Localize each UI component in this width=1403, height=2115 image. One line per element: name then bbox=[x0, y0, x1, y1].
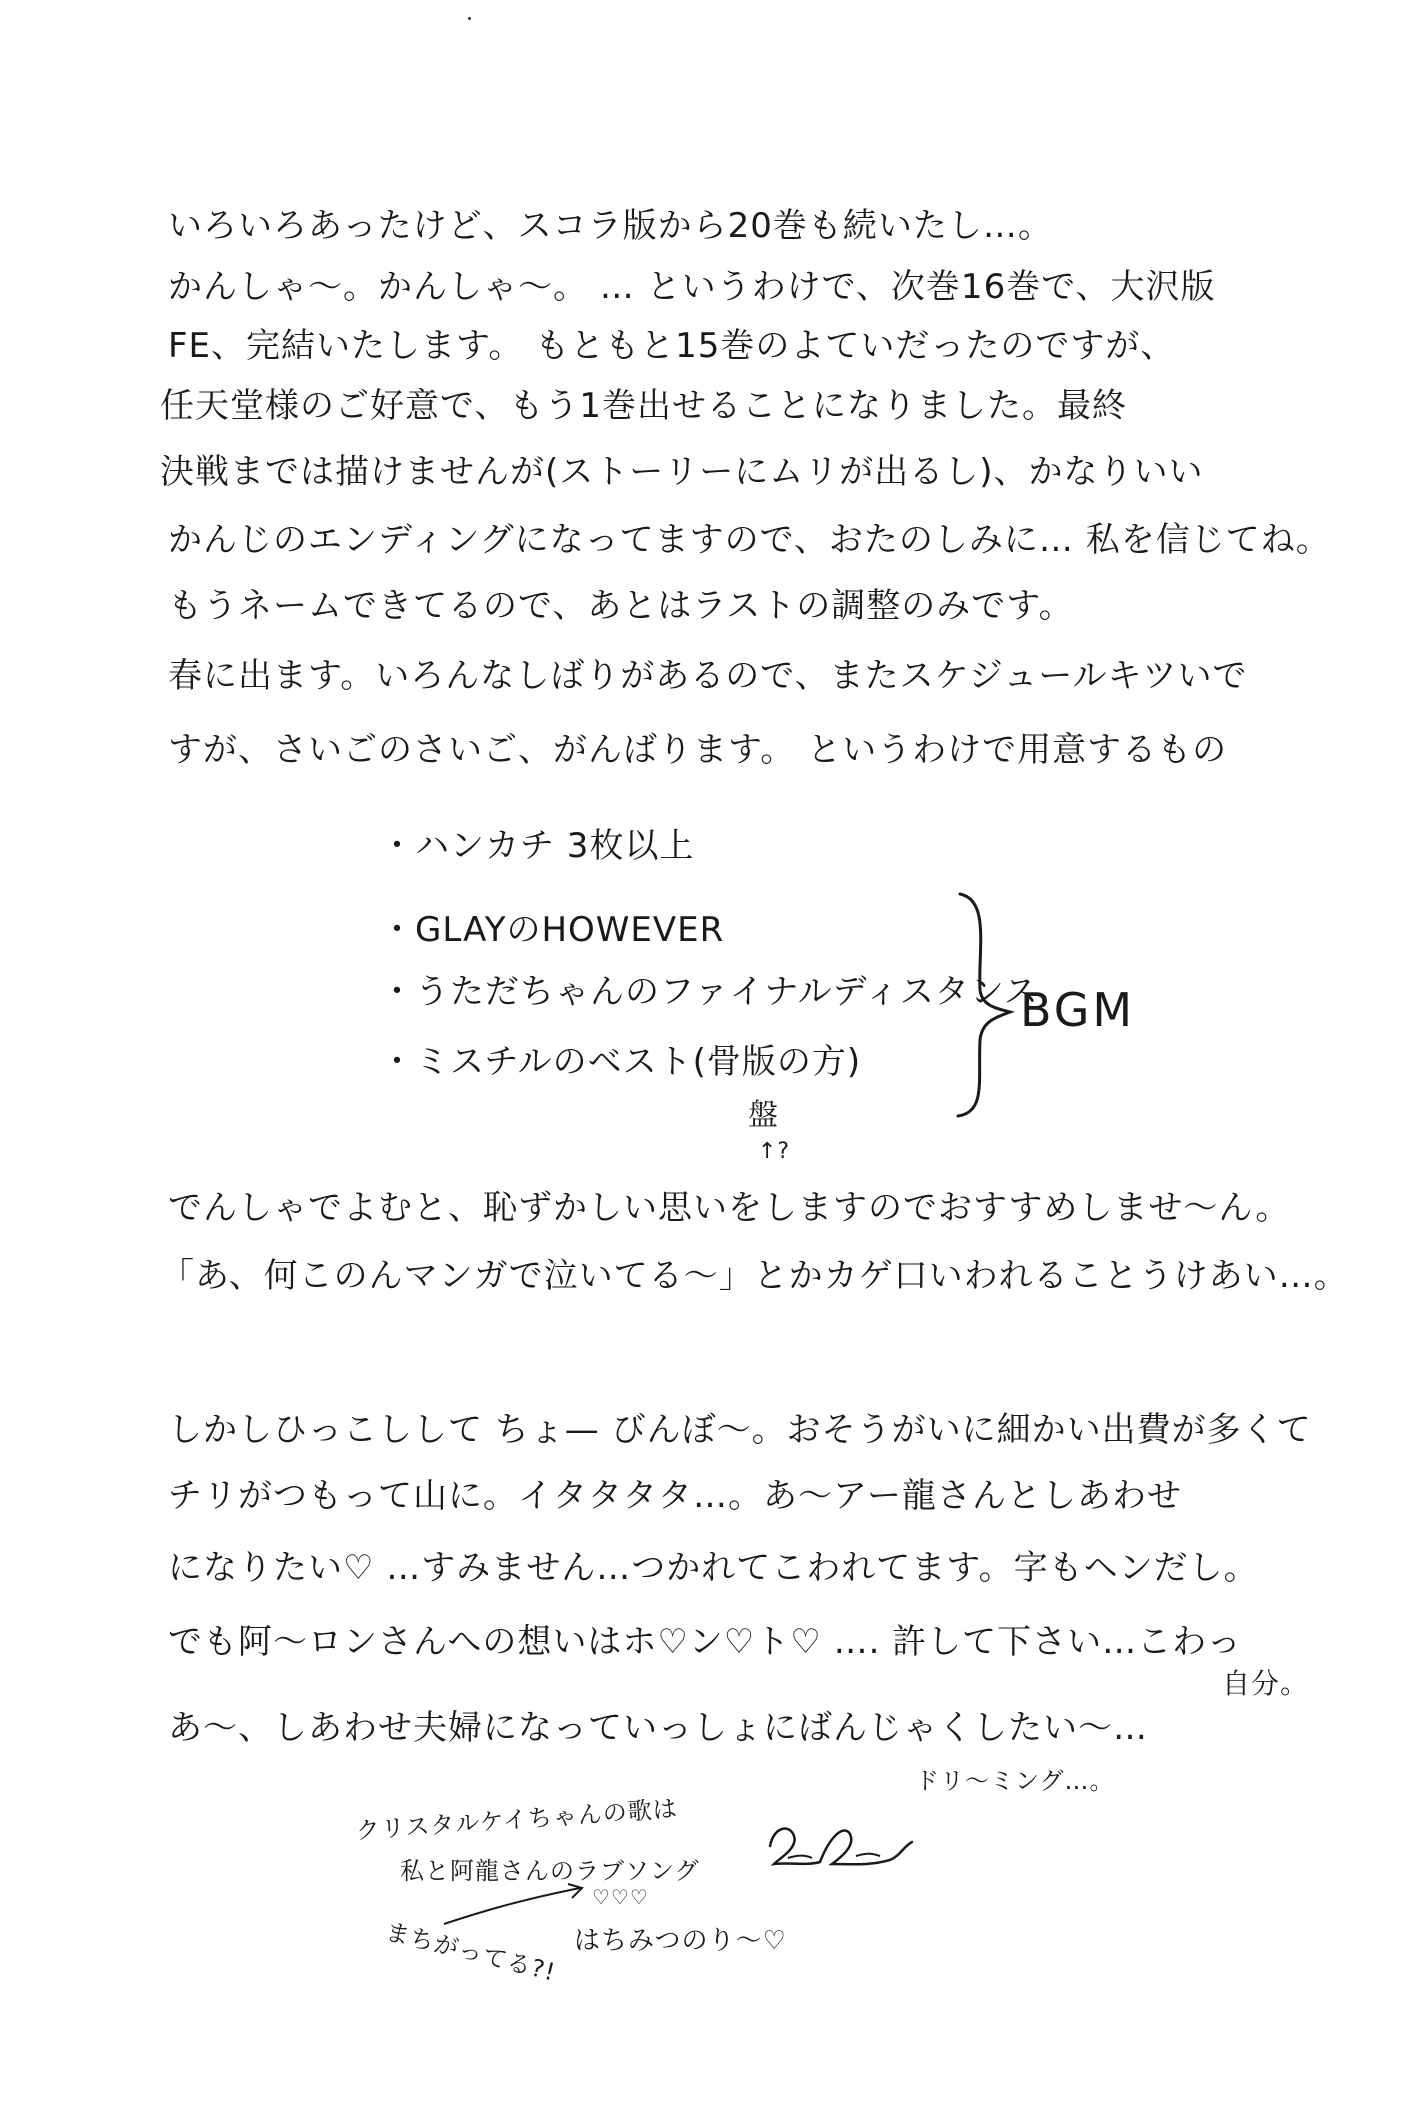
list-item-glay: ・GLAYのHOWEVER bbox=[380, 910, 725, 950]
footnote-line-1: クリスタルケイちゃんの歌は bbox=[355, 1794, 679, 1845]
footnote-honey: はちみつのり〜♡ bbox=[574, 1926, 787, 1956]
correction-arrow: ↑? bbox=[758, 1139, 791, 1164]
note-line-6: かんじのエンディングになってますので、おたのしみに… 私を信じてね。 bbox=[168, 520, 1331, 560]
footnote-misunderstood: まちがってる?! bbox=[382, 1917, 559, 1987]
note-line-16: 自分。 bbox=[1222, 1667, 1310, 1700]
note-line-10: でんしゃでよむと、恥ずかしい思いをしますのでおすすめしませ〜ん。 bbox=[168, 1188, 1291, 1228]
pointer-arrow bbox=[440, 1880, 590, 1930]
note-line-4: 任天堂様のご好意で、もう1巻出せることになりました。最終 bbox=[160, 386, 1127, 426]
note-line-8: 春に出ます。いろんなしばりがあるので、またスケジュールキツいで bbox=[168, 656, 1248, 696]
note-line-15: でも阿〜ロンさんへの想いはホ♡ン♡ト♡ …. 許して下さい…こわっ bbox=[168, 1622, 1242, 1662]
note-line-12: しかしひっこしして ちょ— びんぼ〜。おそうがいに細かい出費が多くて bbox=[168, 1410, 1312, 1450]
note-line-14: になりたい♡ …すみません…つかれてこわれてます。字もヘンだし。 bbox=[168, 1548, 1259, 1588]
footnote-line-2: 私と阿龍さんのラブソング bbox=[400, 1857, 700, 1885]
note-line-17: あ〜、しあわせ夫婦になっていっしょにばんじゃくしたい〜… bbox=[168, 1708, 1148, 1748]
paper-speck bbox=[468, 17, 471, 20]
note-line-13: チリがつもって山に。イタタタタ…。あ〜アー龍さんとしあわせ bbox=[168, 1476, 1182, 1516]
brace-bracket bbox=[950, 890, 1030, 1120]
list-item-handkerchief: ・ハンカチ 3枚以上 bbox=[380, 826, 695, 866]
note-line-3: FE、完結いたします。 もともと15巻のよていだったのですが、 bbox=[168, 326, 1176, 366]
footnote-dreaming: ドリ〜ミング…。 bbox=[915, 1767, 1115, 1795]
note-line-2: かんしゃ〜。かんしゃ〜。 … というわけで、次巻16巻で、大沢版 bbox=[168, 267, 1216, 307]
footnote-hearts: ♡♡♡ bbox=[592, 1885, 649, 1909]
note-line-11: 「あ、何このんマンガで泣いてる〜」とかカゲ口いわれることうけあい…。 bbox=[160, 1256, 1349, 1296]
correction-kanji: 盤 bbox=[748, 1098, 779, 1133]
list-item-utada: ・うただちゃんのファイナルディスタンス bbox=[380, 972, 1039, 1012]
note-line-1: いろいろあったけど、スコラ版から20巻も続いたし…。 bbox=[168, 206, 1053, 246]
note-line-9: すが、さいごのさいご、がんばります。 というわけで用意するもの bbox=[168, 730, 1228, 770]
list-item-mrchildren: ・ミスチルのベスト(骨版の方) bbox=[380, 1042, 862, 1082]
note-line-7: もうネームできてるので、あとはラストの調整のみです。 bbox=[168, 586, 1074, 626]
note-line-5: 決戦までは描けませんが(ストーリーにムリが出るし)、かなりいい bbox=[160, 452, 1204, 492]
bgm-label: BGM bbox=[1020, 983, 1136, 1037]
scribble-doodle bbox=[760, 1806, 920, 1876]
